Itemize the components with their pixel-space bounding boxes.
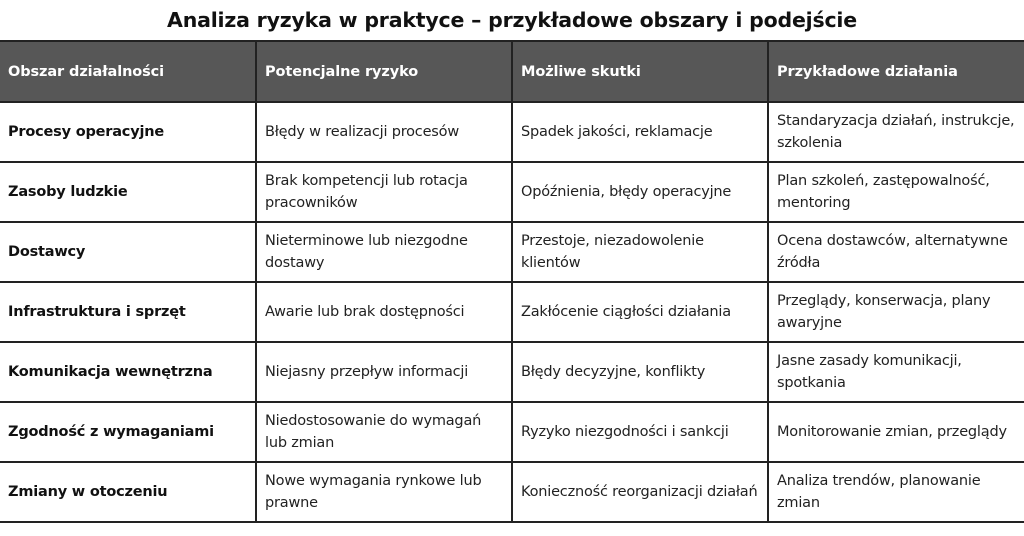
cell-actions: Standaryzacja działań, instrukcje, szkolenia xyxy=(768,102,1024,162)
cell-risk: Nowe wymagania rynkowe lub prawne xyxy=(256,462,512,522)
cell-risk: Błędy w realizacji procesów xyxy=(256,102,512,162)
cell-area: Dostawcy xyxy=(0,222,256,282)
cell-effects: Opóźnienia, błędy operacyjne xyxy=(512,162,768,222)
cell-area: Zmiany w otoczeniu xyxy=(0,462,256,522)
column-header-area: Obszar działalności xyxy=(0,41,256,102)
cell-actions: Jasne zasady komunikacji, spotkania xyxy=(768,342,1024,402)
cell-actions: Analiza trendów, planowanie zmian xyxy=(768,462,1024,522)
cell-effects: Spadek jakości, reklamacje xyxy=(512,102,768,162)
page-title: Analiza ryzyka w praktyce – przykładowe obszary i podejście xyxy=(167,8,857,32)
table-row xyxy=(0,282,1024,342)
column-header-risk: Potencjalne ryzyko xyxy=(256,41,512,102)
cell-area: Infrastruktura i sprzęt xyxy=(0,282,256,342)
table-row xyxy=(0,222,1024,282)
cell-area: Komunikacja wewnętrzna xyxy=(0,342,256,402)
cell-risk: Niejasny przepływ informacji xyxy=(256,342,512,402)
cell-risk: Nieterminowe lub niezgodne dostawy xyxy=(256,222,512,282)
cell-actions: Monitorowanie zmian, przeglądy xyxy=(768,402,1024,462)
cell-risk: Brak kompetencji lub rotacja pracowników xyxy=(256,162,512,222)
column-header-actions: Przykładowe działania xyxy=(768,41,1024,102)
table-row xyxy=(0,402,1024,462)
table-row xyxy=(0,162,1024,222)
cell-effects: Zakłócenie ciągłości działania xyxy=(512,282,768,342)
cell-risk: Awarie lub brak dostępności xyxy=(256,282,512,342)
table-row xyxy=(0,102,1024,162)
cell-effects: Przestoje, niezadowolenie klientów xyxy=(512,222,768,282)
cell-actions: Plan szkoleń, zastępowalność, mentoring xyxy=(768,162,1024,222)
table-header-row xyxy=(0,41,1024,102)
cell-risk: Niedostosowanie do wymagań lub zmian xyxy=(256,402,512,462)
cell-effects: Ryzyko niezgodności i sankcji xyxy=(512,402,768,462)
table-row xyxy=(0,462,1024,522)
cell-area: Zgodność z wymaganiami xyxy=(0,402,256,462)
cell-area: Procesy operacyjne xyxy=(0,102,256,162)
cell-effects: Błędy decyzyjne, konflikty xyxy=(512,342,768,402)
cell-area: Zasoby ludzkie xyxy=(0,162,256,222)
cell-actions: Ocena dostawców, alternatywne źródła xyxy=(768,222,1024,282)
risk-analysis-table xyxy=(0,40,1024,523)
table-row xyxy=(0,342,1024,402)
cell-actions: Przeglądy, konserwacja, plany awaryjne xyxy=(768,282,1024,342)
column-header-effects: Możliwe skutki xyxy=(512,41,768,102)
cell-effects: Konieczność reorganizacji działań xyxy=(512,462,768,522)
